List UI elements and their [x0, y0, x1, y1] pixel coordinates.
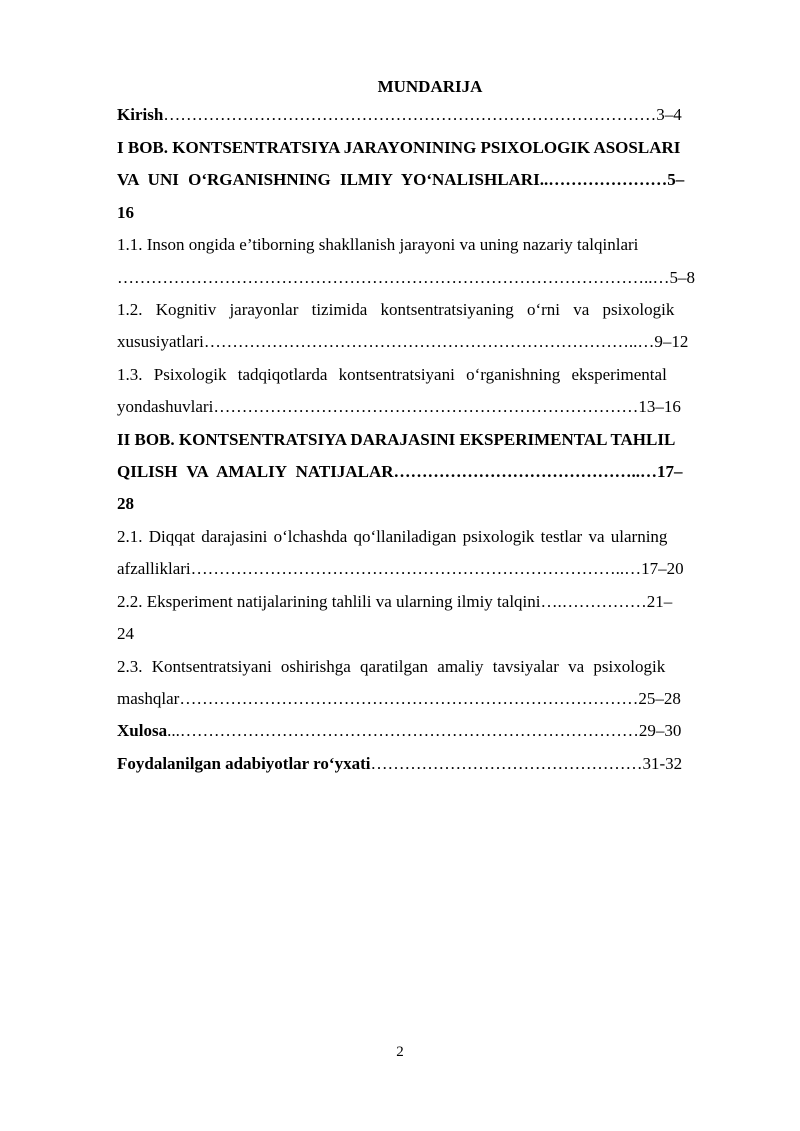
toc-line: xususiyatlari…………………………………………………………………..…9–12 — [117, 332, 689, 352]
toc-line: 24 — [117, 624, 134, 644]
toc-entry-adabiyotlar[interactable] — [117, 748, 741, 780]
toc-line: 2.3. Kontsentratsiyani oshirishga qaratilgan amaliy tavsiyalar va psixologik — [117, 656, 666, 676]
toc-entry-label: Kirish — [117, 105, 164, 124]
toc-line: mashqlar………………………………………………………………………25–28 — [117, 688, 681, 708]
toc-page — [117, 75, 741, 780]
toc-entry-label: Xulosa — [117, 721, 168, 741]
toc-line: QILISH VA AMALIY NATIJALAR……………………………………..…17– — [117, 462, 683, 482]
toc-title: MUNDARIJA — [377, 77, 483, 96]
toc-entry-1-2[interactable] — [117, 294, 741, 359]
toc-line: II BOB. KONTSENTRATSIYA DARAJASINI EKSPERIMENTAL TAHLIL — [117, 429, 676, 449]
toc-leader-dots: …………………………………………31-32 — [370, 753, 683, 773]
page-number: 2 — [396, 1044, 404, 1060]
toc-line: yondashuvlari…………………………………………………………………13–16 — [117, 397, 681, 417]
toc-line: 1.2. Kognitiv jarayonlar tizimida kontsentratsiyaning o‘rni va psixologik — [117, 300, 675, 320]
toc-entry-2-2[interactable] — [117, 586, 741, 651]
toc-line: afzalliklari…………………………………………………………………..…17–20 — [117, 559, 684, 579]
toc-entry-chapter-1[interactable] — [117, 132, 741, 229]
toc-entry-2-3[interactable] — [117, 651, 741, 716]
toc-line: VA UNI O‘RGANISHNING ILMIY YO‘NALISHLARI..…………………5– — [117, 170, 685, 190]
toc-leader-dots: …………………………………………………………………………… — [163, 105, 657, 124]
toc-line: …………………………………………………………………………………..…5–8 — [117, 267, 695, 287]
toc-page-range: 3–4 — [656, 105, 682, 124]
toc-entry-1-3[interactable] — [117, 359, 741, 424]
toc-entry-kirish[interactable] — [117, 103, 741, 127]
toc-line: 16 — [117, 202, 134, 222]
toc-line: 2.1. Diqqat darajasini o‘lchashda qo‘llaniladigan psixologik testlar va ularning — [117, 526, 668, 546]
toc-line: 28 — [117, 494, 134, 514]
toc-line: 1.1. Inson ongida e’tiborning shakllanish jarayoni va uning nazariy talqinlari — [117, 235, 639, 255]
toc-entry-label: Foydalanilgan adabiyotlar ro‘yxati — [117, 753, 371, 773]
toc-line: 1.3. Psixologik tadqiqotlarda kontsentratsiyani o‘rganishning eksperimental — [117, 364, 667, 384]
toc-entry-2-1[interactable] — [117, 521, 741, 586]
toc-entry-1-1[interactable] — [117, 229, 741, 294]
toc-line: 2.2. Eksperiment natijalarining tahlili va ularning ilmiy talqini….……………21– — [117, 591, 673, 611]
toc-entry-chapter-2[interactable] — [117, 424, 741, 521]
toc-line: I BOB. KONTSENTRATSIYA JARAYONINING PSIXOLOGIK ASOSLARI — [117, 138, 681, 157]
toc-entry-xulosa[interactable] — [117, 715, 741, 747]
toc-leader-dots: ...………………………………………………………………………29–30 — [167, 721, 682, 741]
